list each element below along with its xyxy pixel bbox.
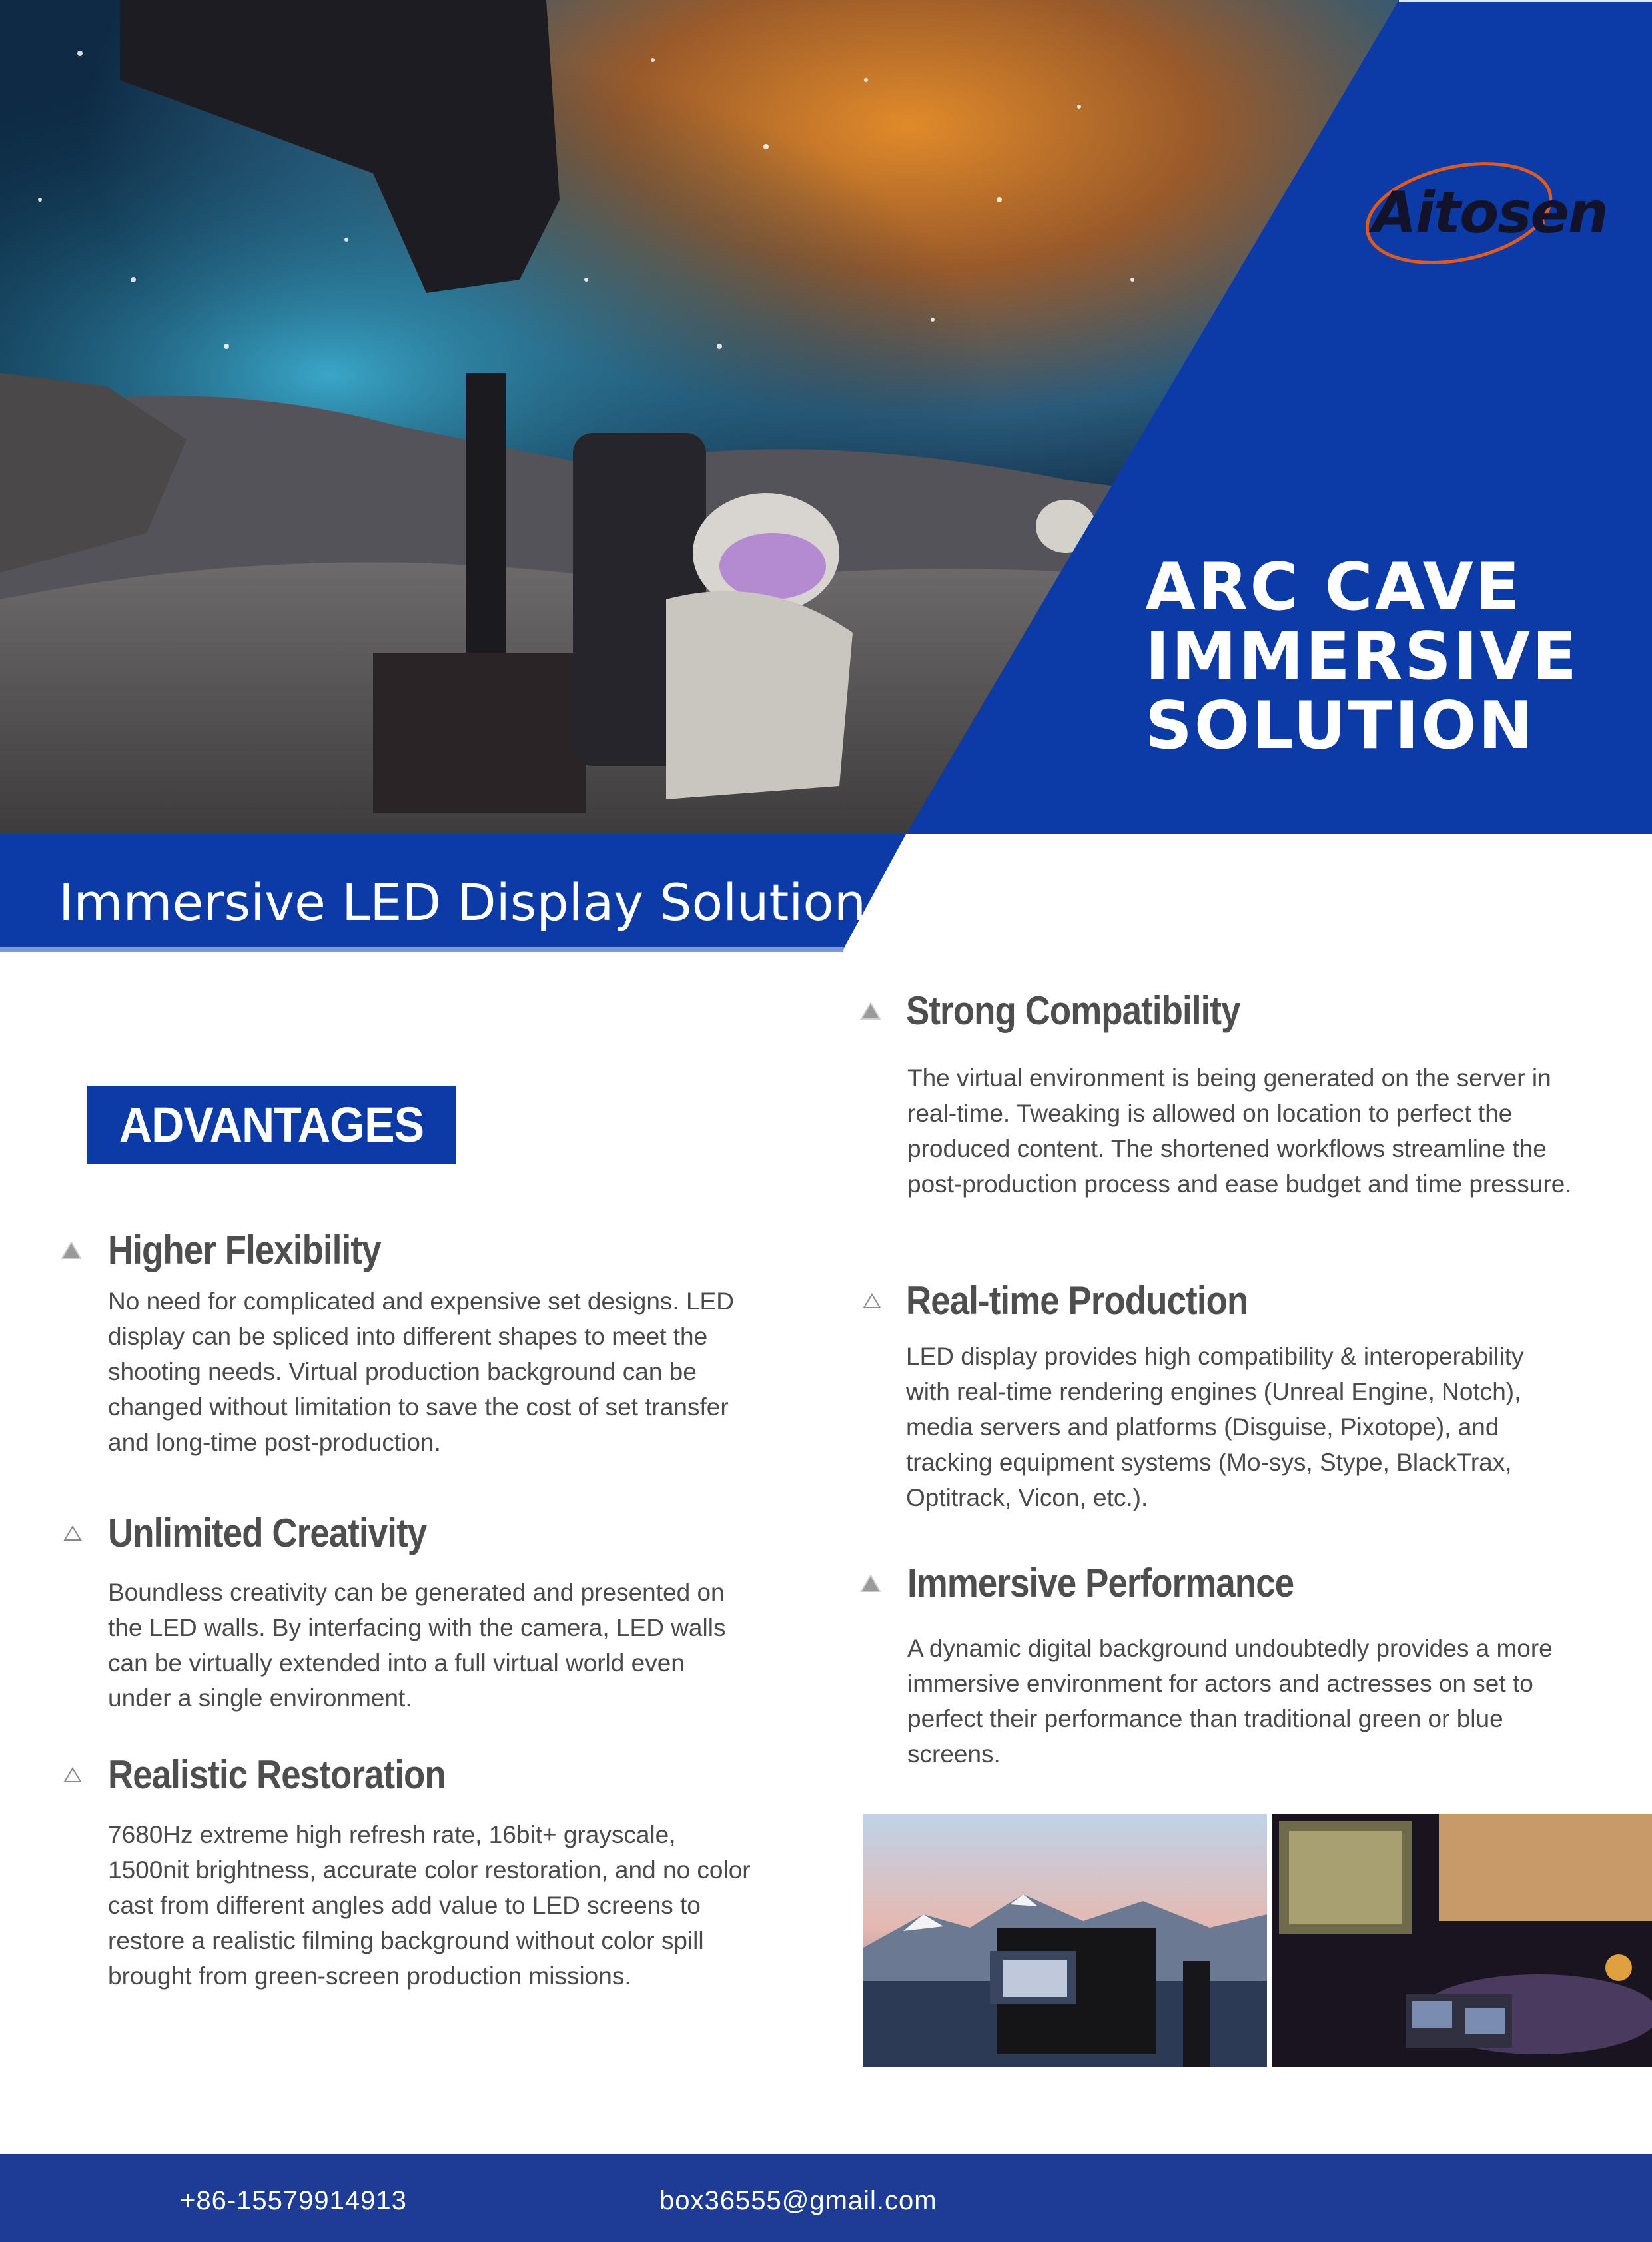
- advantages-heading-box: [87, 1086, 456, 1164]
- triangle-bullet-icon: [859, 1001, 882, 1021]
- section-text-real-time-production: LED display provides high compatibility & interoperability with real-time rendering engines (Unreal Engine, Notch), media servers and platforms (Disguise, Pixotope), and tracking equipment systems (Mo-sys, Stype, BlackTrax, Optitrack, Vicon, etc.).: [906, 1343, 1524, 1511]
- aitosen-logo: [1359, 133, 1607, 293]
- section-title-realistic-restoration: Realistic Restoration: [108, 1752, 446, 1797]
- hero-title-line-2: IMMERSIVE: [1145, 619, 1579, 695]
- triangle-outline-bullet-icon: [61, 1765, 84, 1785]
- banner-subtitle: Immersive LED Display Solution: [59, 873, 867, 932]
- hero-title-line-1: ARC CAVE: [1145, 550, 1522, 625]
- section-text-higher-flexibility: No need for complicated and expensive set designs. LED display can be spliced into different shapes to meet the shooting needs. Virtual production background can be changed without limitation to save the cost of set transfer and long-time post-production.: [108, 1288, 734, 1456]
- triangle-bullet-icon: [60, 1240, 83, 1260]
- section-text-strong-compatibility: The virtual environment is being generated on the server in real-time. Tweaking is allowed on location to perfect the produced content. The shortened workflows streamline the post-production process and ease budget and time pressure.: [907, 1064, 1572, 1198]
- advantages-heading: ADVANTAGES: [119, 1097, 424, 1152]
- section-text-immersive-performance: A dynamic digital background undoubtedly provides a more immersive environment for actors and actresses on set to perfect their performance than traditional green or blue screens.: [907, 1635, 1553, 1768]
- photo-camera-rig-snow-mountains: [863, 1814, 1267, 2067]
- section-text-unlimited-creativity: Boundless creativity can be generated and presented on the LED walls. By interfacing with the camera, LED walls can be virtually extended into a full virtual world even under a single environment.: [108, 1579, 726, 1712]
- hero-title: [1145, 550, 1579, 764]
- section-title-higher-flexibility: Higher Flexibility: [108, 1228, 381, 1272]
- triangle-bullet-icon: [859, 1573, 882, 1593]
- footer-phone[interactable]: +86-15579914913: [180, 2186, 407, 2215]
- triangle-outline-bullet-icon: [861, 1291, 883, 1311]
- section-title-strong-compatibility: Strong Compatibility: [906, 988, 1240, 1033]
- hero-title-line-3: SOLUTION: [1145, 688, 1535, 764]
- footer-email[interactable]: box36555@gmail.com: [659, 2186, 937, 2215]
- section-title-real-time-production: Real-time Production: [906, 1278, 1248, 1323]
- triangle-outline-bullet-icon: [61, 1523, 84, 1543]
- section-text-realistic-restoration: 7680Hz extreme high refresh rate, 16bit+ grayscale, 1500nit brightness, accurate color restoration, and no color cast from different angles add value to LED screens to restore a realistic filming background without color spill brought from green-screen production missions.: [108, 1821, 751, 1990]
- section-title-unlimited-creativity: Unlimited Creativity: [108, 1511, 427, 1555]
- section-title-immersive-performance: Immersive Performance: [907, 1561, 1294, 1605]
- photo-monitors-on-set: [1272, 1814, 1652, 2067]
- hero-section: [0, 0, 1652, 834]
- logo-text: Aitosen: [1372, 180, 1607, 246]
